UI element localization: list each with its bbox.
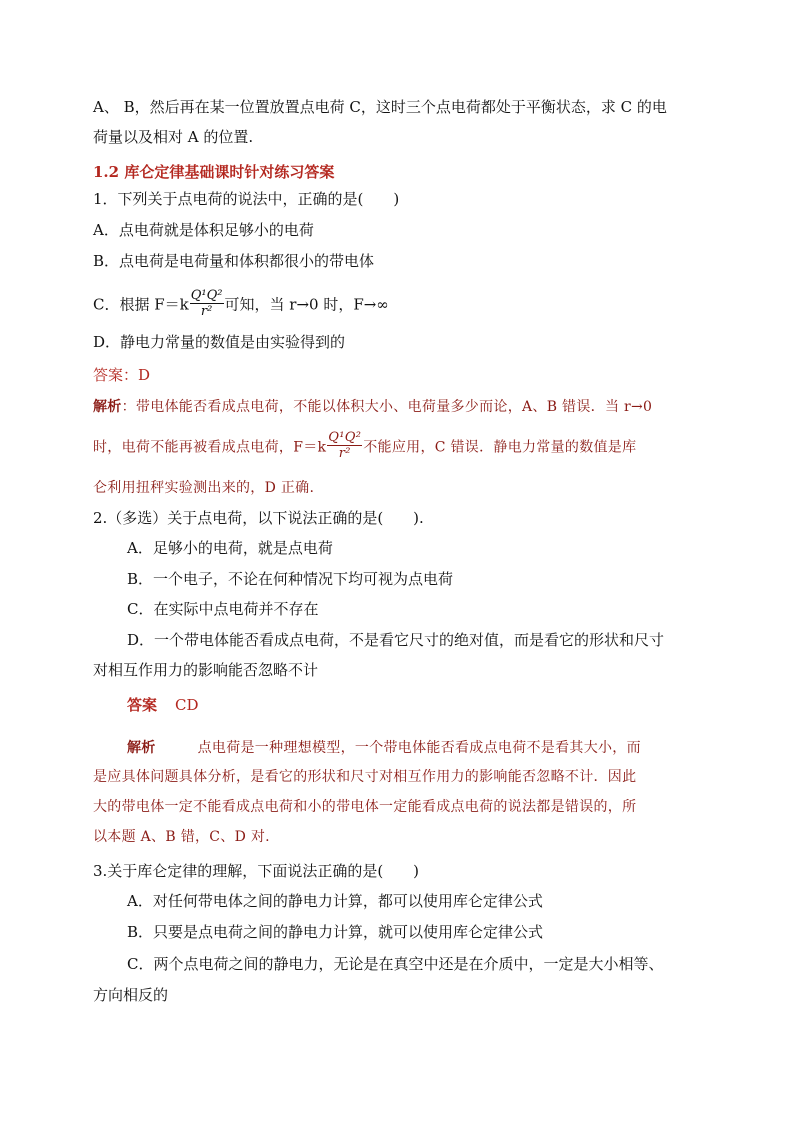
q2-option-c: C．在实际中点电荷并不存在 <box>127 600 319 618</box>
q2-explanation-text-1: 点电荷是一种理想模型，一个带电体能否看成点电荷不是看其大小，而 <box>197 740 641 756</box>
q1-stem: 1．下列关于点电荷的说法中，正确的是( ) <box>93 190 400 208</box>
q1-explanation-label: 解析 <box>93 399 122 415</box>
q1-option-b: B．点电荷是电荷量和体积都很小的带电体 <box>93 252 375 270</box>
q2-explanation-line-2: 是应具体问题具体分析，是看它的形状和尺寸对相互作用力的影响能否忽略不计．因此 <box>93 769 637 785</box>
q3-option-c-line-1: C．两个点电荷之间的静电力，无论是在真空中还是在介质中，一定是大小相等、 <box>127 955 664 973</box>
formula-denominator: r² <box>200 304 213 319</box>
q1-option-d: D．静电力常量的数值是由实验得到的 <box>93 333 346 351</box>
q2-answer <box>127 694 199 716</box>
section-title: 1.2 库仑定律基础课时针对练习答案 <box>93 163 335 181</box>
q3-option-b: B．只要是点电荷之间的静电力计算，就可以使用库仑定律公式 <box>127 923 544 941</box>
formula-denominator: r² <box>338 446 351 461</box>
intro-line-1: A、 B，然后再在某一位置放置点电荷 C，这时三个点电荷都处于平衡状态，求 C 的电 <box>93 98 667 116</box>
q1-explanation-text-2-suffix: 不能应用，C 错误．静电力常量的数值是库 <box>363 439 637 456</box>
formula-numerator: Q¹Q² <box>328 430 362 445</box>
q1-explanation-line-3: 仑利用扭秤实验测出来的，D 正确. <box>93 480 315 496</box>
q2-option-d-line-1: D．一个带电体能否看成点电荷，不是看它尺寸的绝对值，而是看它的形状和尺寸 <box>127 631 665 649</box>
q3-stem: 3.关于库仑定律的理解，下面说法正确的是( ) <box>93 862 420 880</box>
q2-option-a: A．足够小的电荷，就是点电荷 <box>127 539 333 557</box>
q1-explanation-line-2 <box>93 432 636 463</box>
intro-line-2: 荷量以及相对 A 的位置. <box>93 128 254 146</box>
q2-explanation-line-1 <box>127 737 641 759</box>
q2-explanation-line-3: 大的带电体一定不能看成点电荷和小的带电体一定能看成点电荷的说法都是错误的，所 <box>93 799 637 815</box>
q2-answer-value: CD <box>175 696 199 714</box>
q1-option-a: A．点电荷就是体积足够小的电荷 <box>93 221 314 239</box>
q1-option-c <box>93 290 389 321</box>
q2-explanation-line-4: 以本题 A、B 错，C、D 对. <box>93 829 270 845</box>
q1-explanation-text-2-prefix: 时，电荷不能再被看成点电荷，F＝k <box>93 439 327 456</box>
q2-option-d-line-2: 对相互作用力的影响能否忽略不计 <box>93 661 319 679</box>
coulomb-formula-fraction-explanation <box>327 430 362 461</box>
q1-answer: 答案：D <box>93 366 151 384</box>
q2-stem: 2.（多选）关于点电荷，以下说法正确的是( ). <box>93 509 424 527</box>
q1-explanation-text-1: ：带电体能否看成点电荷，不能以体积大小、电荷量多少而论，A、B 错误．当 r→0 <box>121 399 653 415</box>
q2-explanation-label: 解析 <box>127 740 156 756</box>
q3-option-c-line-2: 方向相反的 <box>93 986 169 1004</box>
q1-option-c-prefix: C．根据 F＝k <box>93 295 189 314</box>
q3-option-a: A．对任何带电体之间的静电力计算，都可以使用库仑定律公式 <box>127 892 543 910</box>
q2-answer-label: 答案 <box>127 696 158 714</box>
coulomb-formula-fraction <box>190 288 224 319</box>
q2-option-b: B．一个电子，不论在何种情况下均可视为点电荷 <box>127 570 454 588</box>
q1-explanation-line-1 <box>93 396 652 418</box>
q1-option-c-suffix: 可知，当 r→0 时，F→∞ <box>224 295 389 314</box>
formula-numerator: Q¹Q² <box>190 288 223 303</box>
